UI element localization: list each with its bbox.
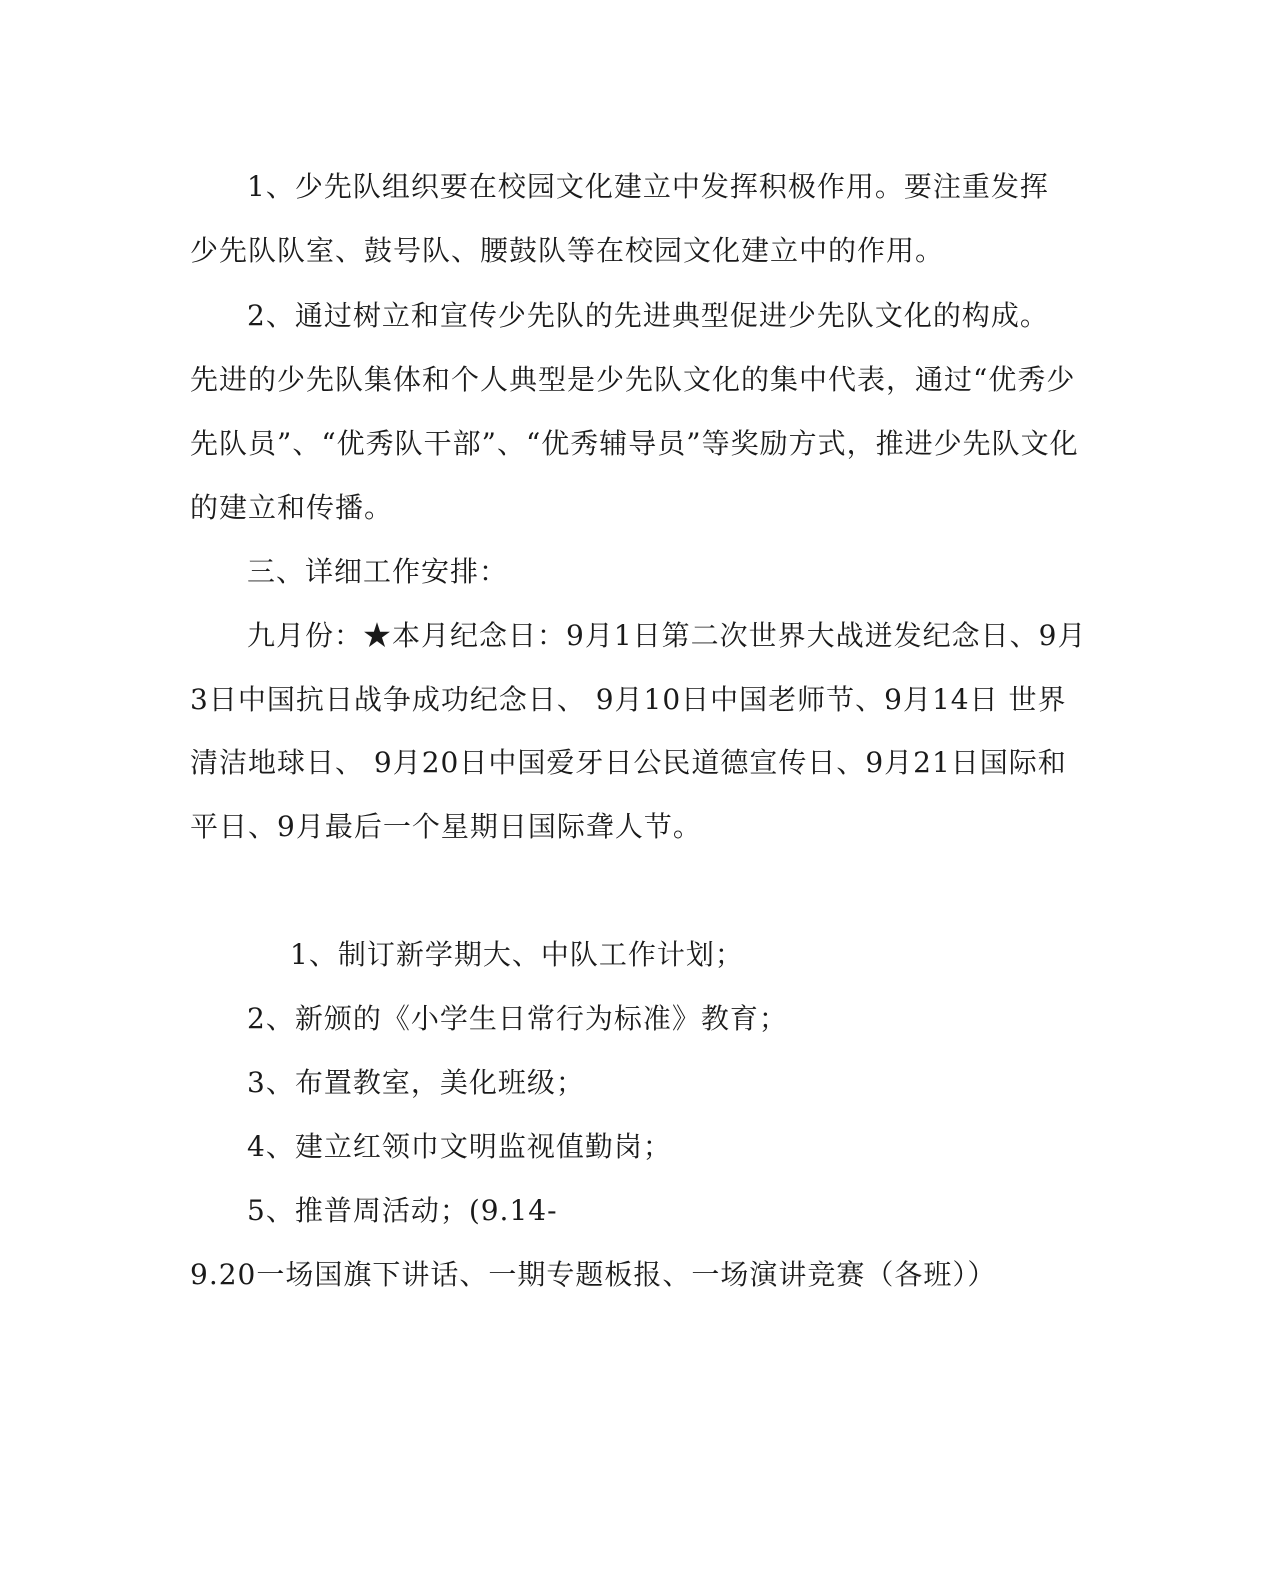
- paragraph-line: 的建立和传播。: [190, 491, 394, 524]
- paragraph-line: 先进的少先队集体和个人典型是少先队文化的集中代表，通过“优秀少: [190, 363, 1076, 396]
- paragraph-line: 清洁地球日、 9月20日中国爱牙日公民道德宣传日、9月21日国际和: [190, 746, 1067, 779]
- list-item: 2、新颁的《小学生日常行为标准》教育；: [247, 1002, 788, 1035]
- paragraph-line: 九月份：★本月纪念日：9月1日第二次世界大战迸发纪念日、9月: [247, 619, 1087, 652]
- paragraph-line: 先队员”、“优秀队干部”、“优秀辅导员”等奖励方式，推进少先队文化: [190, 427, 1079, 460]
- paragraph-line: 2、通过树立和宣传少先队的先进典型促进少先队文化的构成。: [247, 299, 1049, 332]
- list-item: 3、布置教室，美化班级；: [247, 1066, 585, 1099]
- paragraph-line: 少先队队室、鼓号队、腰鼓队等在校园文化建立中的作用。: [190, 234, 945, 267]
- list-item-continuation: 9.20一场国旗下讲话、一期专题板报、一场演讲竞赛（各班））: [190, 1258, 997, 1291]
- paragraph-line: 3日中国抗日战争成功纪念日、 9月10日中国老师节、9月14日 世界: [190, 683, 1067, 716]
- paragraph-line: 平日、9月最后一个星期日国际聋人节。: [190, 810, 702, 843]
- section-heading: 三、详细工作安排：: [247, 555, 509, 588]
- list-item: 5、推普周活动；(9.14-: [247, 1194, 558, 1227]
- list-item: 4、建立红领巾文明监视值勤岗；: [247, 1130, 672, 1163]
- list-item: 1、制订新学期大、中队工作计划；: [290, 938, 744, 971]
- paragraph-line: 1、少先队组织要在校园文化建立中发挥积极作用。要注重发挥: [247, 170, 1049, 203]
